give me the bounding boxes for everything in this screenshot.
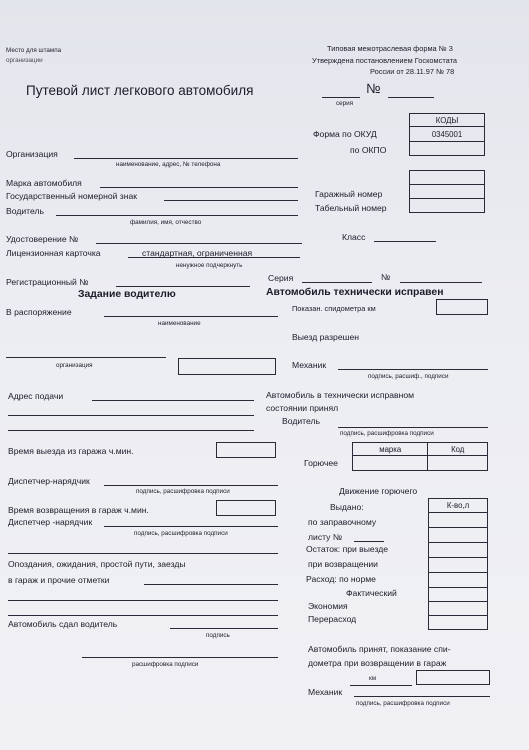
- delays-label-2: в гараж и прочие отметки: [8, 575, 110, 585]
- marks-line-1[interactable]: [144, 584, 278, 585]
- dispatcher2-caption: подпись, расшифровка подписи: [134, 530, 228, 537]
- codes-header: КОДЫ: [410, 114, 485, 127]
- license-card-line[interactable]: [128, 257, 300, 258]
- fuel-movement-heading: Движение горючего: [339, 486, 418, 496]
- class-label: Класс: [342, 232, 366, 242]
- driver-caption: фамилия, имя, отчество: [130, 219, 202, 226]
- disposal-caption: наименование: [158, 320, 201, 327]
- driver-task-heading: Задание водителю: [78, 289, 176, 300]
- organization-label: Организация: [6, 149, 58, 159]
- driver-label: Водитель: [6, 206, 44, 216]
- codes-table: [409, 113, 485, 156]
- handed-over-field-line[interactable]: [170, 628, 278, 629]
- return-km-label: км: [369, 675, 377, 682]
- fuel-row-norm: Расход: по норме: [306, 574, 376, 584]
- brand-label: Марка автомобиля: [6, 178, 82, 188]
- fuel-qty-cell[interactable]: [429, 588, 488, 602]
- fuel-row-by-card: по заправочному: [308, 517, 377, 527]
- fuel-row-remain-return: при возвращении: [308, 559, 378, 569]
- return-odometer-box[interactable]: [416, 670, 490, 685]
- garage-number-cell[interactable]: [410, 185, 485, 199]
- fuel-code-header: Код: [428, 443, 488, 456]
- stamp-place-label: Место для штампа: [6, 47, 62, 54]
- okpo-label: по ОКПО: [350, 145, 387, 155]
- marks-top-line[interactable]: [8, 553, 278, 554]
- fuel-brand-header: марка: [353, 443, 428, 456]
- license-label: Удостоверение №: [6, 234, 79, 244]
- number-sign: №: [366, 81, 381, 96]
- accepted-driver-label: Водитель: [282, 416, 320, 426]
- organization-caption-2: организация: [56, 362, 93, 369]
- address-label: Адрес подачи: [8, 391, 64, 401]
- fuel-qty-header: К-во,л: [429, 499, 488, 513]
- fuel-qty-cell[interactable]: [429, 528, 488, 543]
- return-mechanic-field-line[interactable]: [354, 696, 490, 697]
- fuel-row-overuse: Перерасход: [308, 614, 357, 624]
- garage-number-label: Гаражный номер: [315, 189, 383, 199]
- organization-caption: наименование, адрес, № телефона: [116, 161, 221, 168]
- series-label: Серия: [268, 273, 294, 283]
- stamp-place-org-label: организации: [6, 57, 43, 64]
- form-type-label: Типовая межотраслевая форма № 3: [327, 44, 453, 53]
- fuel-qty-cell[interactable]: [429, 573, 488, 588]
- plate-label: Государственный номерной знак: [6, 191, 138, 201]
- series-field-line[interactable]: [322, 97, 360, 98]
- dispatcher-label: Диспетчер-нарядчик: [8, 476, 90, 486]
- fuel-qty-cell[interactable]: [429, 558, 488, 573]
- reg-number-field-line[interactable]: [400, 282, 482, 283]
- license-field-line[interactable]: [96, 243, 302, 244]
- fuel-qty-cell[interactable]: [429, 602, 488, 616]
- mechanic-caption: подпись, расшиф., подписи: [368, 373, 449, 380]
- return-label-1: Автомобиль принят, показание спи-: [308, 644, 451, 654]
- fuel-qty-cell[interactable]: [429, 616, 488, 630]
- driver-field-line[interactable]: [56, 215, 298, 216]
- disposal-field-line[interactable]: [104, 316, 278, 317]
- return-mechanic-label: Механик: [308, 687, 343, 697]
- exit-allowed-label: Выезд разрешен: [292, 332, 360, 342]
- dispatcher2-field-line[interactable]: [104, 526, 278, 527]
- okud-code: 0345001: [410, 127, 485, 142]
- fuel-row-remain-exit: Остаток: при выезде: [306, 544, 389, 554]
- fuel-row-issued: Выдано:: [330, 502, 364, 512]
- mechanic-label: Механик: [292, 360, 327, 370]
- page-title: Путевой лист легкового автомобиля: [26, 83, 254, 98]
- address-line-1[interactable]: [92, 400, 254, 401]
- organization-box[interactable]: [178, 358, 276, 375]
- address-line-2[interactable]: [8, 415, 254, 416]
- series-caption: серия: [336, 100, 354, 107]
- accepted-driver-field-line[interactable]: [338, 427, 488, 428]
- number-field-line[interactable]: [388, 97, 434, 98]
- license-card-label: Лицензионная карточка: [6, 248, 101, 258]
- accepted-label-1: Автомобиль в технически исправном: [266, 390, 415, 400]
- license-card-value: стандартная, ограниченная: [142, 248, 253, 258]
- fuel-brand-cell[interactable]: [353, 456, 428, 471]
- return-time-label: Время возвращения в гараж ч.мин.: [8, 505, 149, 515]
- return-km-line[interactable]: [350, 685, 412, 686]
- fuel-qty-cell[interactable]: [429, 513, 488, 528]
- fuel-code-cell[interactable]: [428, 456, 488, 471]
- accepted-driver-caption: подпись, расшифровка подписи: [340, 430, 434, 437]
- delays-label-1: Опоздания, ожидания, простой пути, заезды: [8, 559, 186, 569]
- fuel-qty-cell[interactable]: [429, 543, 488, 558]
- fuel-sheet-number-line[interactable]: [354, 541, 384, 542]
- fuel-label: Горючее: [304, 458, 338, 468]
- mechanic-field-line[interactable]: [338, 369, 488, 370]
- handed-decode-caption: расшифровка подписи: [132, 661, 199, 668]
- fuel-row-economy: Экономия: [308, 601, 348, 611]
- accepted-label-2: состоянии принял: [266, 403, 339, 413]
- brand-field-line[interactable]: [100, 187, 298, 188]
- dispatcher-caption: подпись, расшифровка подписи: [136, 488, 230, 495]
- class-field-line[interactable]: [374, 241, 436, 242]
- odometer-label: Показан. спидометра км: [292, 304, 376, 313]
- departure-time-box[interactable]: [216, 442, 276, 458]
- return-time-box[interactable]: [216, 500, 276, 516]
- disposal-label: В распоряжение: [6, 307, 72, 317]
- odometer-box[interactable]: [436, 299, 488, 315]
- return-mechanic-caption: подпись, расшифровка подписи: [356, 700, 450, 707]
- vehicle-codes-table: [409, 170, 485, 213]
- okpo-code-cell[interactable]: [410, 142, 485, 156]
- handed-decode-line[interactable]: [82, 657, 278, 658]
- series-field-line-2[interactable]: [302, 282, 372, 283]
- handed-sign-caption: подпись: [206, 632, 230, 639]
- handed-over-label: Автомобиль сдал водитель: [8, 619, 118, 629]
- dispatcher2-label: Диспетчер -нарядчик: [8, 517, 93, 527]
- marks-line-2[interactable]: [8, 600, 278, 601]
- fuel-row-actual: Фактический: [346, 588, 397, 598]
- tab-number-cell[interactable]: [410, 199, 485, 213]
- organization-field-line[interactable]: [74, 158, 298, 159]
- registration-field-line[interactable]: [116, 286, 250, 287]
- okud-label: Форма по ОКУД: [313, 129, 377, 139]
- license-card-caption: ненужное подчеркнуть: [176, 262, 243, 269]
- form-date-label: России от 28.11.97 № 78: [370, 67, 455, 76]
- code-cell-1[interactable]: [410, 171, 485, 185]
- registration-label: Регистрационный №: [6, 277, 89, 287]
- fuel-table: [352, 442, 488, 471]
- organization-field-line-2[interactable]: [6, 357, 166, 358]
- dispatcher-field-line[interactable]: [104, 485, 278, 486]
- tab-number-label: Табельный номер: [315, 203, 387, 213]
- departure-time-label: Время выезда из гаража ч.мин.: [8, 446, 134, 456]
- form-approval-label: Утверждена постановлением Госкомстата: [312, 56, 457, 65]
- reg-number-sign: №: [381, 272, 391, 282]
- technical-heading: Автомобиль технически исправен: [266, 287, 444, 298]
- address-line-3[interactable]: [8, 430, 254, 431]
- return-label-2: дометра при возвращении в гараж: [308, 658, 447, 668]
- marks-line-3[interactable]: [8, 615, 278, 616]
- fuel-row-sheet-number: листу №: [308, 532, 343, 542]
- plate-field-line[interactable]: [164, 200, 298, 201]
- fuel-quantity-table: [428, 498, 488, 630]
